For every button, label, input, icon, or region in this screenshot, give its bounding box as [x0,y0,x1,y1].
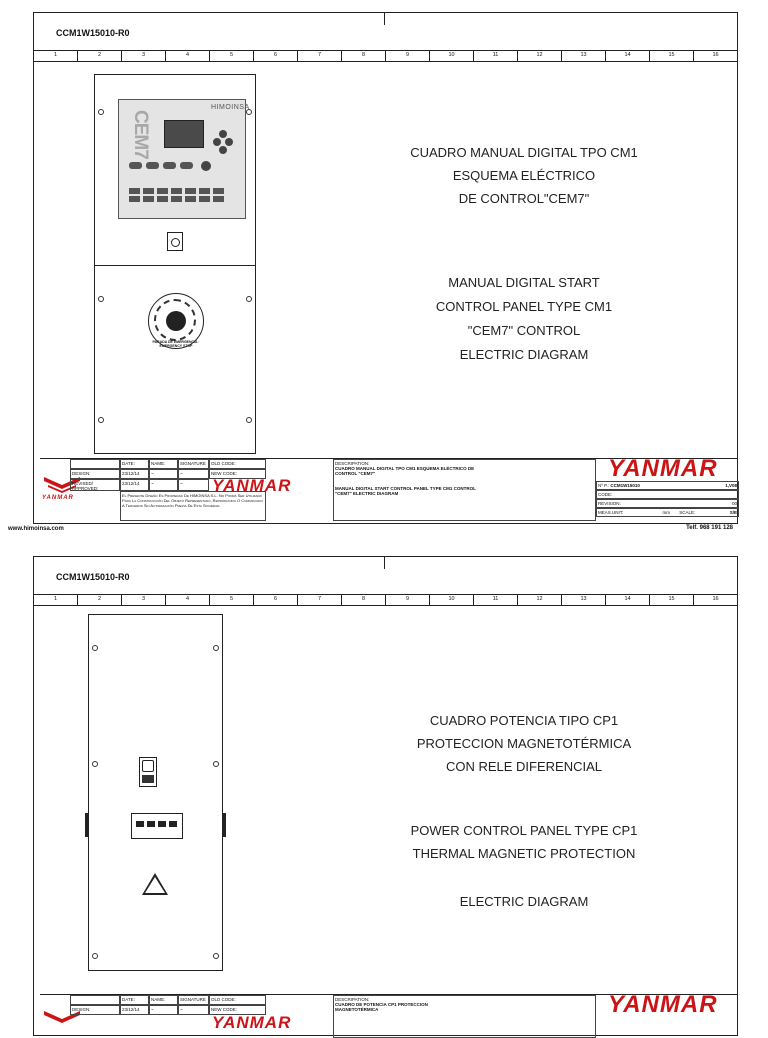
yanmar-main-logo: YANMAR [608,991,718,1018]
title-en-line: THERMAL MAGNETIC PROTECTION [412,846,636,861]
column-number: 6 [254,595,298,605]
status-led [143,196,154,202]
design-signature: ~ [178,1005,209,1015]
revision-value: 00 [731,501,737,506]
column-number: 16 [712,596,719,602]
title-es-line: PROTECCION MAGNETOTÉRMICA [416,736,632,751]
emergency-stop-button [148,293,204,349]
scale-label: SCALE: [679,510,696,515]
estop-core [166,311,186,331]
column-number: 3 [122,51,166,61]
old-code-label: OLD CODE: [209,459,266,469]
control-button [163,162,176,169]
status-led [171,188,182,194]
control-cabinet [94,74,256,454]
column-number: 4 [166,51,210,61]
description-cell [333,995,596,1038]
design-label: DESIGN: [70,1005,120,1015]
column-number: 13 [562,595,606,605]
mount-hole [213,761,219,767]
date-label: DATE: [120,459,149,469]
column-number: 11 [474,51,518,61]
design-date: 23/12/14 [120,469,149,479]
column-number: 14 [606,51,650,61]
title-es-line: DE CONTROL"CEM7" [458,191,590,206]
power-cabinet [88,614,223,971]
yanmar-center-logo: YANMAR [212,476,292,495]
revised-signature: ~ [178,479,209,491]
mount-hole [92,953,98,959]
column-number: 6 [254,51,298,61]
estop-label: PARADA DE EMERGENCIA · EMERGENCY STOP [152,340,200,348]
column-number: 7 [298,595,342,605]
status-led [199,196,210,202]
yanmar-center-logo: YANMAR [212,1013,292,1032]
status-led [157,196,168,202]
date-label: DATE: [120,995,149,1005]
title-en-line: ELECTRIC DIAGRAM [459,347,589,362]
column-ruler [34,594,737,606]
no-access-icon [142,760,154,772]
door-divider [95,265,255,266]
old-code-label: OLD CODE: [209,995,266,1005]
copyright-notice: El Presente Diseño Es Propiedad De HIMOINSA S.L. No Podrá Ser Utilizado Para La Construcción Del Objeto Representado, Reproducido O Comunicado A Terceros Sin Autorización Previa De Esta Sociedad. [120,491,266,521]
nav-down-button [219,146,227,154]
np-value: CCM1W15010 [610,483,640,488]
column-number: 7 [298,51,342,61]
title-en-line: POWER CONTROL PANEL TYPE CP1 [410,823,638,838]
design-name-signature: ~ [149,469,178,479]
status-led [199,188,210,194]
status-led [185,196,196,202]
column-number: 14 [606,595,650,605]
description-es: CUADRO DE POTENCIA CP1 PROTECCION MAGNETOTÉRMICA [335,1002,428,1012]
column-number: 1 [34,595,78,605]
control-button [146,162,159,169]
center-mark [384,13,385,25]
electrical-hazard-sign [139,757,157,787]
title-block [40,991,737,1038]
column-number: 15 [650,595,694,605]
mount-hole [246,417,252,423]
column-number: 13 [562,51,606,61]
status-led [129,188,140,194]
title-en-line: CONTROL PANEL TYPE CM1 [435,299,613,314]
status-led [129,196,140,202]
mount-hole [213,645,219,651]
np-right: 1,V08 [725,483,737,488]
revision-row [596,499,739,508]
title-diagram: ELECTRIC DIAGRAM [459,894,589,909]
yanmar-small-logo: YANMAR [42,495,74,501]
key-switch [167,232,183,251]
title-spanish [324,709,724,778]
phone-number: Telf. 968 191 128 [686,525,733,531]
column-number: 12 [518,595,562,605]
np-row [596,481,739,490]
website-link[interactable]: www.himoinsa.com [8,526,64,532]
signature-label: SIGNATURE [178,459,209,469]
mount-hole [92,761,98,767]
mount-hole [92,645,98,651]
description-label: DESCRIPATION: [335,461,370,466]
name-label: NAME: [149,459,178,469]
revised-date: 23/12/14 [120,479,149,491]
himoinsa-brand: HIMOINSA [211,104,250,111]
hinge [85,813,88,837]
status-led [143,188,154,194]
column-number: 9 [386,51,430,61]
new-code-label: NEW CODE: [209,1005,266,1015]
status-led [185,188,196,194]
column-number: 10 [430,595,474,605]
status-led [213,196,224,202]
title-spanish [324,141,724,210]
lcd-display [164,120,204,148]
title-es-line: CUADRO POTENCIA TIPO CP1 [429,713,619,728]
mount-hole [246,296,252,302]
cem7-controller [118,99,250,219]
title-es-line: ESQUEMA ELÉCTRICO [452,168,596,183]
nav-right-button [225,138,233,146]
mount-hole [98,296,104,302]
new-code-label: NEW CODE: [209,469,266,479]
revision-label: REVISION: [598,501,621,506]
column-number: 15 [650,51,694,61]
unit-label: MEAS.UNIT: [598,510,624,515]
column-number: 9 [386,595,430,605]
drawing-sheet-2 [33,556,738,1036]
drawing-code: CCM1W15010-R0 [56,572,130,582]
drawing-sheet-1 [8,12,738,532]
title-en-line: "CEM7" CONTROL [467,323,581,338]
description-en: MANUAL DIGITAL START CONTROL PANEL TYPE CM1 CONTROL "CEM7" ELECTRIC DIAGRAM [335,486,476,496]
status-led [157,188,168,194]
design-date: 23/12/14 [120,1005,149,1015]
mount-hole [98,109,104,115]
revised-label: REVISED/ APPROVED: [70,479,120,491]
column-number: 8 [342,51,386,61]
title-es-line: CON RELE DIFERENCIAL [445,759,603,774]
center-mark [384,557,385,569]
status-led [213,188,224,194]
status-led [171,196,182,202]
hazard-icon [142,775,154,783]
column-number: 16 [712,52,719,58]
code-label: CODE: [596,490,739,499]
title-english [324,819,724,865]
column-ruler [34,50,737,62]
description-cell [333,459,596,521]
description-label: DESCRIPATION: [335,997,370,1002]
column-number: 5 [210,51,254,61]
control-button [180,162,193,169]
yanmar-main-logo: YANMAR [608,455,718,482]
scale-value: S/E [729,510,737,515]
design-signature: ~ [178,469,209,479]
mount-hole [98,417,104,423]
title-es-line: CUADRO MANUAL DIGITAL TPO CM1 [410,145,638,160]
nav-left-button [213,138,221,146]
control-button [129,162,142,169]
signature-label: SIGNATURE [178,995,209,1005]
column-number: 12 [518,51,562,61]
column-number: 2 [78,51,122,61]
column-number: 5 [210,595,254,605]
design-label: DESIGN: [70,469,120,479]
column-number: 8 [342,595,386,605]
title-block [8,455,737,532]
column-number: 10 [430,51,474,61]
cem7-model-label: CEM7 [130,110,151,159]
mount-hole [213,953,219,959]
column-number: 1 [34,51,78,61]
column-number: 3 [122,595,166,605]
column-number: 11 [474,595,518,605]
nav-up-button [219,130,227,138]
unit-value: mm [662,510,671,515]
name-label: NAME: [149,995,178,1005]
hinge [223,813,226,837]
tb-blank [70,459,120,469]
revised-name-signature: ~ [149,479,178,491]
start-button [201,161,211,171]
design-name-signature: ~ [149,1005,178,1015]
title-english [324,271,724,367]
unit-row [596,508,739,517]
description-es: CUADRO MANUAL DIGITAL TPO CM1 ESQUEMA ELÉCTRICO DE CONTROL "CEM7" [335,466,475,476]
column-number: 4 [166,595,210,605]
warning-triangle-icon [142,873,168,895]
tb-blank [70,995,120,1005]
circuit-breaker [131,813,183,839]
column-number: 2 [78,595,122,605]
np-label: Nº P.: [598,483,610,488]
drawing-code: CCM1W15010-R0 [56,28,130,38]
title-en-line: MANUAL DIGITAL START [448,275,600,290]
